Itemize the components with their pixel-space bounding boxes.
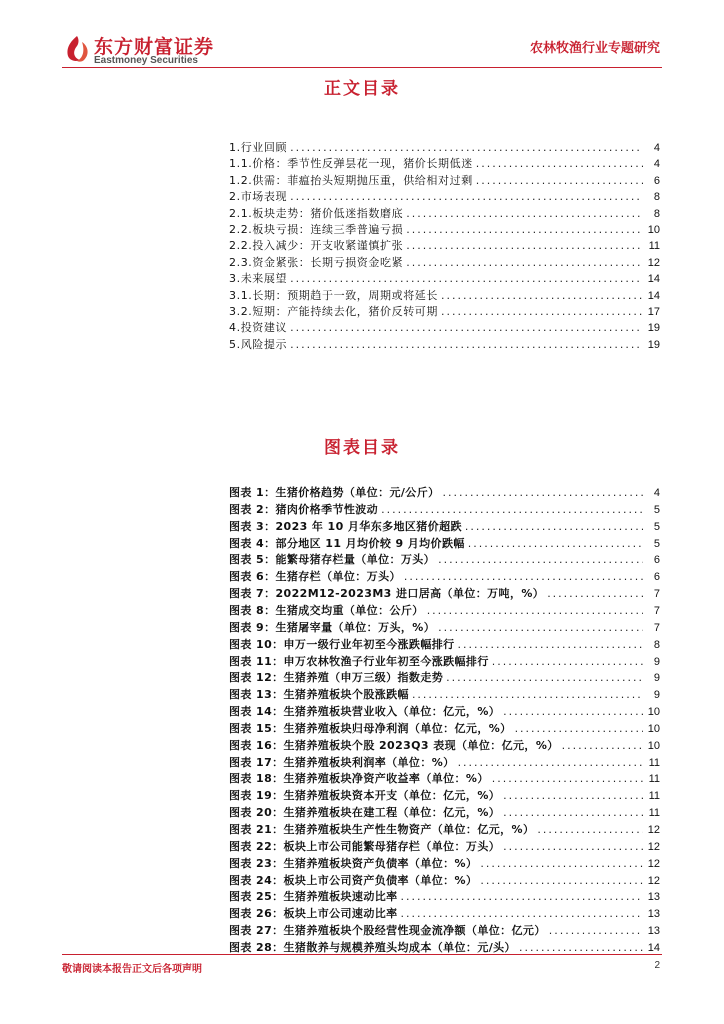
entry-page-number: 7 <box>653 604 660 617</box>
entry-label: 图表 15：生猪养殖板块归母净利润（单位：亿元，%） <box>229 721 512 735</box>
entry-page-number: 12 <box>647 824 660 836</box>
entry-label: 图表 10：申万一级行业年初至今涨跌幅排行 <box>229 637 455 651</box>
toc-entry[interactable] <box>229 287 660 303</box>
dot-leader <box>290 338 643 351</box>
entry-label: 1.2.供需：菲瘟抬头短期抛压重，供给相对过剩 <box>229 173 473 187</box>
entry-page-number: 5 <box>653 537 660 550</box>
dot-leader <box>412 688 643 701</box>
toc-entry[interactable] <box>229 155 660 171</box>
report-type: 农林牧渔行业专题研究 <box>529 41 660 56</box>
dot-leader <box>406 239 643 252</box>
entry-page-number: 13 <box>647 908 660 921</box>
dot-leader <box>480 874 643 887</box>
dot-leader <box>562 739 643 752</box>
entry-page-number: 6 <box>653 571 660 584</box>
figure-entry[interactable] <box>229 653 660 669</box>
figure-entry[interactable] <box>229 551 660 567</box>
dot-leader <box>381 503 643 516</box>
dot-leader <box>503 705 643 718</box>
figure-entry[interactable] <box>229 872 660 888</box>
toc-entry[interactable] <box>229 336 660 352</box>
entry-page-number: 14 <box>647 289 660 302</box>
dot-leader <box>476 157 643 170</box>
entry-label: 图表 5：能繁母猪存栏量（单位：万头） <box>229 553 436 567</box>
figure-entry[interactable] <box>229 737 660 753</box>
figure-entry[interactable] <box>229 770 660 786</box>
brand-logo <box>62 30 215 70</box>
figure-entry[interactable] <box>229 686 660 702</box>
figure-entry[interactable] <box>229 518 660 534</box>
entry-page-number: 10 <box>647 722 660 735</box>
figures-toc-title: 图表目录 <box>324 438 400 458</box>
entry-label: 1.1.价格：季节性反弹昙花一现，猪价长期低迷 <box>229 157 473 171</box>
entry-label: 图表 28：生猪散养与规模养殖头均成本（单位：元/头） <box>229 940 516 954</box>
dot-leader <box>406 207 643 220</box>
dot-leader <box>406 223 643 236</box>
entry-page-number: 11 <box>648 773 660 786</box>
entry-label: 2.2.投入减少：开支收紧谨慎扩张 <box>229 239 404 253</box>
entry-label: 图表 26：板块上市公司速动比率 <box>229 907 398 921</box>
brand-name-en: Eastmoney Securities <box>94 55 198 66</box>
entry-page-number: 11 <box>648 240 660 253</box>
entry-label: 图表 11：申万农林牧渔子行业年初至今涨跌幅排行 <box>229 654 489 668</box>
entry-page-number: 7 <box>653 621 660 634</box>
figure-entry[interactable] <box>229 905 660 921</box>
dot-leader <box>427 604 643 617</box>
toc-entry[interactable] <box>229 221 660 237</box>
entry-label: 图表 17：生猪养殖板块利润率（单位：%） <box>229 755 455 769</box>
figure-entry[interactable] <box>229 619 660 635</box>
toc-entry[interactable] <box>229 237 660 253</box>
entry-page-number: 9 <box>653 672 660 685</box>
entry-label: 3.2.短期：产能持续去化，猪价反转可期 <box>229 305 438 318</box>
figure-entry[interactable] <box>229 585 660 601</box>
entry-page-number: 9 <box>653 689 660 702</box>
entry-page-number: 4 <box>653 142 660 154</box>
entry-page-number: 14 <box>647 941 660 954</box>
entry-label: 图表 6：生猪存栏（单位：万头） <box>229 570 401 584</box>
entry-page-number: 11 <box>648 807 660 820</box>
dot-leader <box>401 907 643 920</box>
entry-label: 图表 27：生猪养殖板块个股经营性现金流净额（单位：亿元） <box>229 924 546 938</box>
figure-entry[interactable] <box>229 939 660 955</box>
dot-leader <box>290 321 643 334</box>
header-divider <box>62 67 662 68</box>
dot-leader <box>492 772 643 785</box>
toc-entry[interactable] <box>229 270 660 286</box>
entry-label: 图表 7：2022M12-2023M3 进口居高（单位：万吨，%） <box>229 587 545 601</box>
dot-leader <box>492 655 643 668</box>
entry-label: 2.2.板块亏损：连续三季普遍亏损 <box>229 223 404 236</box>
entry-page-number: 13 <box>647 891 660 904</box>
figure-entry[interactable] <box>229 787 660 803</box>
figure-entry[interactable] <box>229 703 660 719</box>
entry-label: 3.未来展望 <box>229 272 288 286</box>
dot-leader <box>458 638 643 651</box>
toc-entry[interactable] <box>229 139 660 155</box>
entry-label: 图表 8：生猪成交均重（单位：公斤） <box>229 603 424 617</box>
toc-entry[interactable] <box>229 188 660 204</box>
dot-leader <box>503 789 643 802</box>
figure-entry[interactable] <box>229 838 660 854</box>
entry-page-number: 12 <box>647 840 660 853</box>
page-header <box>0 0 724 70</box>
entry-label: 2.1.板块走势：猪价低迷指数磨底 <box>229 206 404 220</box>
dot-leader <box>547 587 643 600</box>
dot-leader <box>406 256 643 269</box>
entry-label: 图表 12：生猪养殖（申万三级）指数走势 <box>229 671 444 685</box>
entry-page-number: 8 <box>653 191 660 204</box>
entry-page-number: 6 <box>653 554 660 567</box>
entry-label: 5.风险提示 <box>229 337 288 351</box>
dot-leader <box>468 537 643 550</box>
entry-label: 图表 24：板块上市公司资产负债率（单位：%） <box>229 873 478 887</box>
dot-leader <box>401 890 643 903</box>
entry-label: 2.3.资金紧张：长期亏损资金吃紧 <box>229 255 404 269</box>
entry-page-number: 14 <box>647 273 660 286</box>
dot-leader <box>458 756 643 769</box>
toc-entry[interactable] <box>229 254 660 270</box>
footer-disclaimer: 敬请阅读本报告正文后各项声明 <box>62 964 202 975</box>
entry-label: 图表 22：板块上市公司能繁母猪存栏（单位：万头） <box>229 839 501 853</box>
dot-leader <box>441 305 643 318</box>
figure-entry[interactable] <box>229 484 660 500</box>
entry-label: 图表 2：猪肉价格季节性波动 <box>229 502 379 516</box>
entry-label: 图表 20：生猪养殖板块在建工程（单位：亿元，%） <box>229 806 501 820</box>
entry-label: 图表 1：生猪价格趋势（单位：元/公斤） <box>229 486 440 499</box>
dot-leader <box>290 272 643 285</box>
dot-leader <box>549 924 643 937</box>
figure-entry[interactable] <box>229 636 660 652</box>
entry-label: 1.行业回顾 <box>229 141 288 154</box>
entry-page-number: 10 <box>647 224 660 236</box>
dot-leader <box>537 823 643 836</box>
dot-leader <box>503 806 643 819</box>
entry-label: 2.市场表现 <box>229 190 288 204</box>
entry-page-number: 11 <box>648 790 660 803</box>
dot-leader <box>404 570 643 583</box>
entry-page-number: 9 <box>653 655 660 668</box>
figure-entry[interactable] <box>229 754 660 770</box>
brand-name-cn: 东方财富证券 <box>94 36 215 58</box>
entry-label: 图表 13：生猪养殖板块个股涨跌幅 <box>229 688 409 702</box>
toc-entry[interactable] <box>229 172 660 188</box>
entry-page-number: 10 <box>647 706 660 719</box>
entry-label: 图表 25：生猪养殖板块速动比率 <box>229 890 398 904</box>
dot-leader <box>290 190 643 203</box>
eastmoney-logo-icon <box>62 34 92 64</box>
figure-entry[interactable] <box>229 669 660 685</box>
page-number: 2 <box>654 960 660 971</box>
entry-label: 图表 3：2023 年 10 月华东多地区猪价超跌 <box>229 519 462 533</box>
entry-label: 图表 9：生猪屠宰量（单位：万头，%） <box>229 620 436 634</box>
entry-page-number: 8 <box>653 638 660 651</box>
figure-entry[interactable] <box>229 922 660 938</box>
entry-page-number: 6 <box>653 174 660 187</box>
toc-entry[interactable] <box>229 205 660 221</box>
entry-label: 4.投资建议 <box>229 321 288 335</box>
figure-entry[interactable] <box>229 602 660 618</box>
entry-page-number: 12 <box>647 256 660 269</box>
entry-label: 图表 16：生猪养殖板块个股 2023Q3 表现（单位：亿元，%） <box>229 738 559 752</box>
dot-leader <box>503 840 643 853</box>
entry-page-number: 11 <box>648 756 660 769</box>
entry-page-number: 17 <box>647 306 660 318</box>
toc-title: 正文目录 <box>324 79 400 99</box>
entry-page-number: 10 <box>647 739 660 752</box>
dot-leader <box>446 671 643 684</box>
entry-label: 图表 19：生猪养殖板块资本开支（单位：亿元，%） <box>229 789 501 803</box>
figure-entry[interactable] <box>229 888 660 904</box>
entry-page-number: 13 <box>647 925 660 938</box>
entry-page-number: 7 <box>653 588 660 601</box>
entry-page-number: 5 <box>653 503 660 516</box>
dot-leader <box>290 141 643 154</box>
dot-leader <box>515 722 643 735</box>
footer-divider <box>62 954 662 955</box>
figure-entry[interactable] <box>229 501 660 517</box>
dot-leader <box>443 486 644 499</box>
entry-page-number: 4 <box>653 487 660 499</box>
entry-label: 图表 14：生猪养殖板块营业收入（单位：亿元，%） <box>229 705 501 719</box>
entry-page-number: 12 <box>647 874 660 887</box>
entry-page-number: 8 <box>653 207 660 220</box>
figure-entry[interactable] <box>229 855 660 871</box>
entry-page-number: 19 <box>647 322 660 335</box>
dot-leader <box>438 553 643 566</box>
dot-leader <box>476 174 643 187</box>
entry-label: 图表 4：部分地区 11 月均价较 9 月均价跌幅 <box>229 536 465 550</box>
dot-leader <box>441 289 643 302</box>
figure-entry[interactable] <box>229 720 660 736</box>
figure-entry[interactable] <box>229 568 660 584</box>
entry-page-number: 19 <box>647 338 660 351</box>
entry-label: 3.1.长期：预期趋于一致，周期或将延长 <box>229 288 438 302</box>
toc-entry[interactable] <box>229 319 660 335</box>
entry-page-number: 5 <box>653 520 660 533</box>
entry-label: 图表 23：生猪养殖板块资产负债率（单位：%） <box>229 856 478 870</box>
entry-label: 图表 18：生猪养殖板块净资产收益率（单位：%） <box>229 772 489 786</box>
dot-leader <box>438 621 643 634</box>
figure-entry[interactable] <box>229 535 660 551</box>
entry-page-number: 12 <box>647 857 660 870</box>
dot-leader <box>519 941 643 954</box>
entry-page-number: 4 <box>653 158 660 171</box>
toc-entry[interactable] <box>229 303 660 319</box>
dot-leader <box>465 520 643 533</box>
dot-leader <box>480 857 643 870</box>
entry-label: 图表 21：生猪养殖板块生产性生物资产（单位：亿元，%） <box>229 823 535 836</box>
figure-entry[interactable] <box>229 804 660 820</box>
figure-entry[interactable] <box>229 821 660 837</box>
